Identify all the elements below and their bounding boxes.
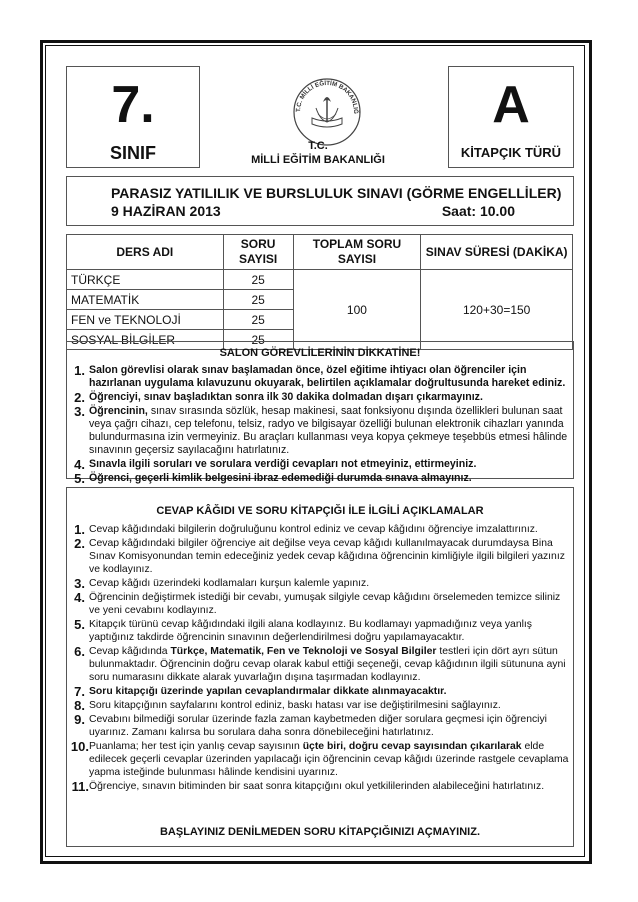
booklet-label: KİTAPÇIK TÜRÜ [460,145,562,160]
header-duration: SINAV SÜRESİ (DAKİKA) [421,235,573,270]
rules-list [69,364,571,486]
course-name: SOSYAL BİLGİLER [67,330,224,350]
table-header-row [67,235,573,270]
total-questions: 100 [293,270,421,350]
ministry-logo [290,72,364,146]
booklet-box [448,66,574,168]
list-item: 11. Öğrenciye, sınavın bitiminden bir saat sonra kitapçığını okul yetkililerinden alabileceğini hatırlatınız. [71,779,545,794]
list-item: 1. Cevap kâğıdındaki bilgilerin doğruluğunu kontrol ediniz ve cevap kâğıdını öğrenciye imzalattırınız. [74,522,538,537]
header-course: DERS ADI [67,235,224,270]
list-item: 2. Öğrenciyi, sınav başladıktan sonra ilk 30 dakika dolmadan dışarı çıkarmayınız. [74,390,483,405]
exam-info-box [66,176,574,226]
question-count: 25 [223,290,293,310]
list-item: 2. Cevap kâğıdındaki bilgiler öğrenciye ait değilse veya cevap kâğıdı kullanılmayacak durumdaysa Bina Sınav Komisyonundan temin edeceğiniz yedek cevap kâğıdına öğrencinin kimliğiyle ilgili bilgileri yazınız ve kodlayınız. [74,536,565,575]
question-count: 25 [223,270,293,290]
question-count: 25 [223,330,293,350]
list-item: 7. Soru kitapçığı üzerinde yapılan cevaplandırmalar dikkate alınmayacaktır. [74,684,447,699]
course-table [66,234,573,350]
list-item: 4. Sınavla ilgili soruları ve sorulara verdiği cevapları not etmeyiniz, ettirmeyiniz. [74,457,477,472]
list-item: 8. Soru kitapçığının sayfalarını kontrol ediniz, baskı hatası var ise değiştirilmesini sağlayınız. [74,698,501,713]
course-name: FEN ve TEKNOLOJİ [67,310,224,330]
ministry-label: MİLLİ EĞİTİM BAKANLIĞI [251,154,385,166]
list-item: 3. Öğrencinin, sınav sırasında sözlük, hesap makinesi, saat fonksiyonu dışında özellikleri bulunan saat veya çağrı cihazı, cep telefonu, telsiz, radyo ve bilgisayar özelliği bulunan elektronik cihazları yanında bulundurmasına izin vermeyiniz. Bu araçları kullanması veya kopya çekmeye teşebbüs etmesi hâlinde sınavının geçersiz sayılacağını hatırlatınız. [74,404,568,456]
list-item: 1. Salon görevlisi olarak sınav başlamadan önce, özel eğitime ihtiyacı olan öğrenciler için hazırlanan uygulama kılavuzunu okuyarak, belirtilen açıklamalar doğrultusunda hareket ediniz. [74,363,566,389]
header-questions: SORU SAYISI [223,235,293,270]
grade-number: 7. [111,76,155,134]
question-count: 25 [223,310,293,330]
grade-box [66,66,200,168]
booklet-letter: A [492,76,530,134]
exam-duration: 120+30=150 [421,270,573,350]
footer-warning: BAŞLAYINIZ DENİLMEDEN SORU KİTAPÇIĞINIZI AÇMAYINIZ. [159,826,481,838]
exam-time: Saat: 10.00 [441,203,515,219]
grade-word: SINIF [109,143,156,163]
list-item: 10. Puanlama; her test için yanlış cevap sayısının üçte biri, doğru cevap sayısından çıkarılarak elde edilecek geçerli cevaplar üzerinden yapılacağı için öğrencinin cevap kâğıdı üzerinde rastgele cevaplama yapma isteğinde bulunması hâlinde kendisini uyarınız. [70,739,569,778]
instructions-title: CEVAP KÂĞIDI VE SORU KİTAPÇIĞI İLE İLGİLİ AÇIKLAMALAR [156,505,484,517]
tc-label: T.C. [308,140,328,152]
list-item: 6. Cevap kâğıdında Türkçe, Matematik, Fen ve Teknoloji ve Sosyal Bilgiler testleri için dört ayrı sütun bulunmaktadır. Öğrencinin doğru cevap olarak kabul ettiği seçeneği, cevap kâğıdının ilgili sütununa ayni soru numarasını dikkate alarak yuvarlağın dışına taşırmadan kodlayınız. [74,644,566,683]
course-name: MATEMATİK [67,290,224,310]
list-item: 4. Öğrencinin değiştirmek istediği bir cevabı, yumuşak silgiyle cevap kâğıdını örselemeden temizce siliniz ve yeni cevabını kodlayınız. [74,590,561,616]
list-item: 5. Kitapçık türünü cevap kâğıdındaki ilgili alana kodlayınız. Bu kodlamayı yapmadığınız veya yanlış yaptığınız takdirde öğrencinin sınavının değerlendirilmesi doğru yapılamayacaktır. [74,617,533,643]
supervisor-rules-box [66,341,574,486]
header-total: TOPLAM SORU SAYISI [293,235,421,270]
list-item: 3. Cevap kâğıdı üzerindeki kodlamaları kurşun kalemle yapınız. [74,576,370,591]
exam-date: 9 HAZİRAN 2013 [111,203,221,219]
exam-title: PARASIZ YATILILIK VE BURSLULUK SINAVI (GÖRME ENGELLİLER) [111,185,562,201]
list-item: 5. Öğrenci, geçerli kimlik belgesini ibraz edemediği durumda sınava almayınız. [74,471,472,486]
table-row [67,270,573,290]
course-name: TÜRKÇE [67,270,224,290]
answer-sheet-instructions-box [66,487,574,847]
rules-title: SALON GÖREVLİLERİNİN DİKKATİNE! [219,347,421,359]
instructions-list [69,523,571,794]
list-item: 9. Cevabını bilmediği sorular üzerinde fazla zaman kaybetmeden diğer sorulara geçmesi için öğrenciyi uyarınız. Zamanı kalırsa bu sorulara daha sonra dönebileceğini hatırlatınız. [74,712,547,738]
logo-text: T.C. MİLLİ EĞİTİM BAKANLIĞ [294,79,360,115]
